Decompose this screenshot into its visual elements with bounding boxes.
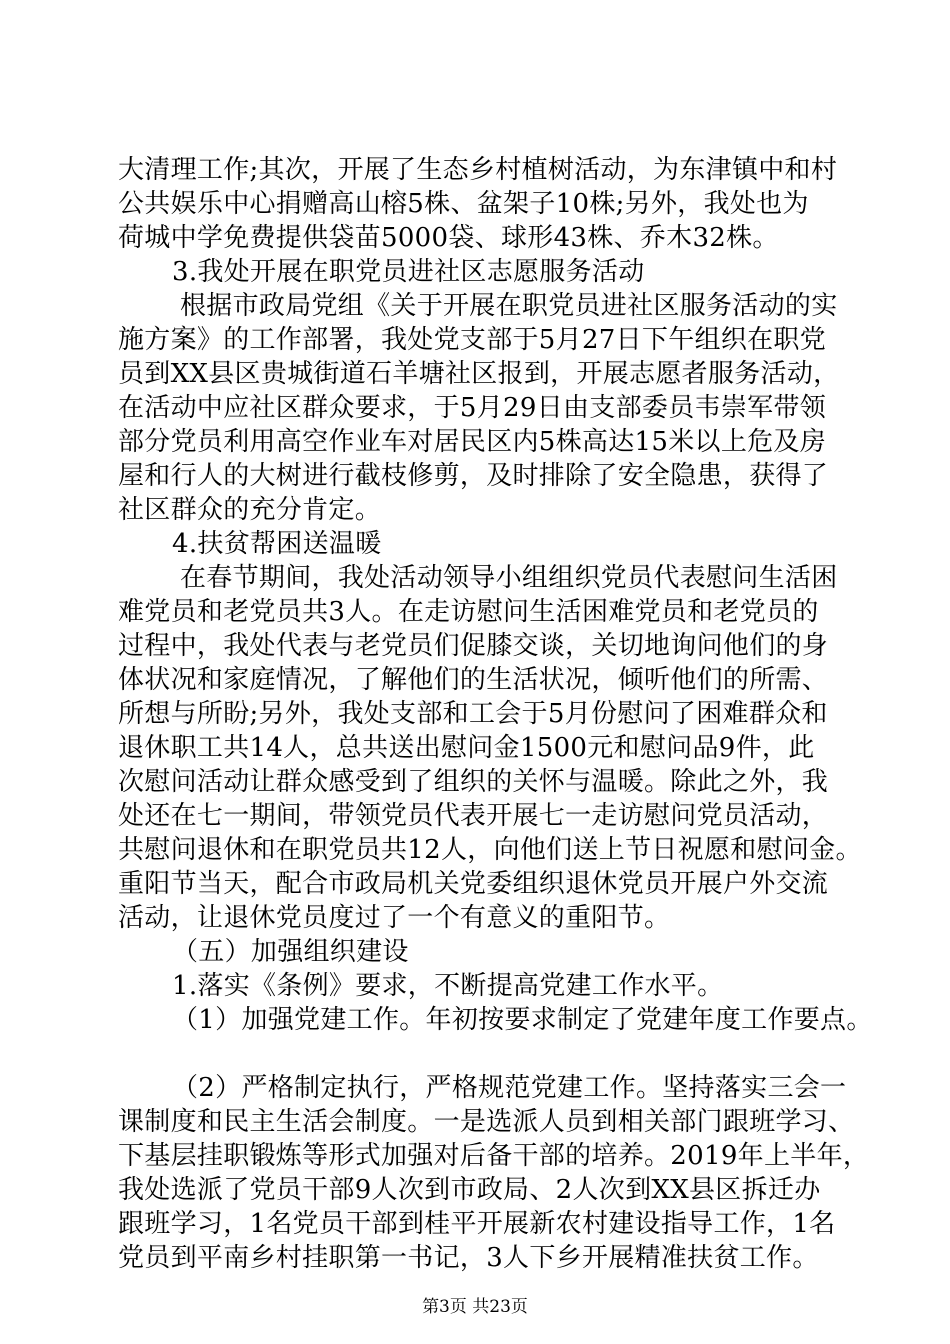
- text-line: 共慰问退休和在职党员共12人，向他们送上节日祝愿和慰问金。: [118, 835, 862, 865]
- text-line: 在活动中应社区群众要求，于5月29日由支部委员韦崇军带领: [118, 393, 827, 423]
- text-line: 公共娱乐中心捐赠高山榕5株、盆架子10株;另外，我处也为: [118, 189, 809, 219]
- text-line: 屋和行人的大树进行截枝修剪，及时排除了安全隐患，获得了: [118, 461, 829, 491]
- text-line: 所想与所盼;另外，我处支部和工会于5月份慰问了困难群众和: [118, 699, 828, 729]
- text-line: 在春节期间，我处活动领导小组组织党员代表慰问生活困: [180, 563, 838, 593]
- text-line: 体状况和家庭情况，了解他们的生活状况，倾听他们的所需、: [118, 665, 829, 695]
- text-line: （2）严格制定执行，严格规范党建工作。坚持落实三会一: [172, 1073, 847, 1103]
- text-line: 荷城中学免费提供袋苗5000袋、球形43株、乔木32株。: [118, 223, 779, 253]
- text-line: 课制度和民主生活会制度。一是选派人员到相关部门跟班学习、: [118, 1107, 855, 1137]
- text-line: 下基层挂职锻炼等形式加强对后备干部的培养。2019年上半年，: [118, 1141, 870, 1171]
- text-line: 施方案》的工作部署，我处党支部于5月27日下午组织在职党: [118, 325, 827, 355]
- text-line: 重阳节当天，配合市政局机关党委组织退休党员开展户外交流: [118, 869, 829, 899]
- text-line: 根据市政局党组《关于开展在职党员进社区服务活动的实: [180, 291, 838, 321]
- text-line: 党员到平南乡村挂职第一书记，3人下乡开展精准扶贫工作。: [118, 1243, 819, 1273]
- text-line: 部分党员利用高空作业车对居民区内5株高达15米以上危及房: [118, 427, 827, 457]
- text-line: 大清理工作;其次，开展了生态乡村植树活动，为东津镇中和村: [118, 155, 838, 185]
- section-heading: 4.扶贫帮困送温暖: [172, 529, 382, 559]
- section-heading: （五）加强组织建设: [172, 937, 409, 967]
- subsection-heading: 1.落实《条例》要求，不断提高党建工作水平。: [172, 971, 724, 1001]
- text-line: （1）加强党建工作。年初按要求制定了党建年度工作要点。: [172, 1005, 873, 1035]
- page-footer: 第3页 共23页: [422, 1297, 528, 1317]
- text-line: 次慰问活动让群众感受到了组织的关怀与温暖。除此之外，我: [118, 767, 829, 797]
- text-line: 我处选派了党员干部9人次到市政局、2人次到XX县区拆迁办: [118, 1175, 821, 1205]
- text-line: 员到XX县区贵城街道石羊塘社区报到，开展志愿者服务活动，: [118, 359, 840, 389]
- text-line: 跟班学习，1名党员干部到桂平开展新农村建设指导工作，1名: [118, 1209, 836, 1239]
- text-line: 社区群众的充分肯定。: [118, 495, 382, 525]
- text-line: 过程中，我处代表与老党员们促膝交谈，关切地询问他们的身: [118, 631, 829, 661]
- text-line: 处还在七一期间，带领党员代表开展七一走访慰问党员活动，: [118, 801, 829, 831]
- section-heading: 3.我处开展在职党员进社区志愿服务活动: [172, 257, 645, 287]
- text-line: 活动，让退休党员度过了一个有意义的重阳节。: [118, 903, 671, 933]
- text-line: 难党员和老党员共3人。在走访慰问生活困难党员和老党员的: [118, 597, 819, 627]
- text-line: 退休职工共14人，总共送出慰问金1500元和慰问品9件，此: [118, 733, 815, 763]
